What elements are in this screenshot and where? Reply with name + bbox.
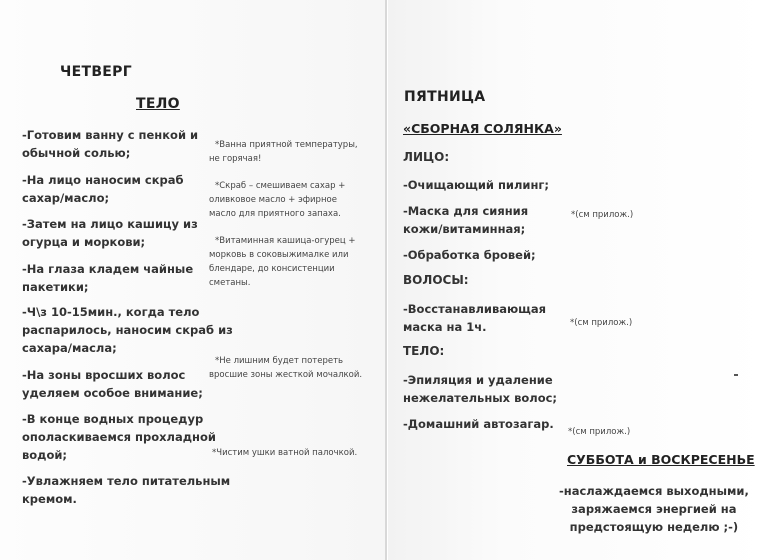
- friday-title: ПЯТНИЦА: [404, 89, 486, 105]
- step-tea-bags: -На глаза кладем чайные пакетики;: [22, 262, 194, 294]
- step-rinse: -В конце водных процедур ополаскиваемся прохладной водой;: [22, 412, 216, 462]
- step-face-mask: -Затем на лицо кашицу из огурца и моркови;: [22, 217, 198, 249]
- note-ears: *Чистим ушки ватной палочкой.: [212, 448, 358, 458]
- step-glow-mask: -Маска для сияния кожи/витаминная;: [403, 204, 529, 236]
- page-fold: [385, 0, 387, 560]
- thursday-title: ЧЕТВЕРГ: [60, 64, 132, 80]
- step-epilation: -Эпиляция и удаление нежелательных волос;: [403, 373, 558, 405]
- weekend-title: СУББОТА и ВОСКРЕСЕНЬЕ: [567, 452, 755, 467]
- step-brows: -Обработка бровей;: [403, 248, 536, 262]
- face-label: ЛИЦО:: [403, 150, 450, 164]
- weekend-text: -наслаждаемся выходными, заряжаемся энергией на предстоящую неделю ;-): [559, 484, 749, 534]
- step-ingrown-hair: -На зоны вросших волос уделяем особое внимание;: [22, 368, 203, 400]
- step-body-scrub: -Ч\з 10-15мин., когда тело распарилось, наносим скраб из сахара/масла;: [22, 305, 233, 355]
- appendix-note-hair: *(см прилож.): [570, 318, 633, 328]
- scan-speck: [734, 374, 738, 376]
- note-scrub: *Скраб – смешиваем сахар + оливковое масло + эфирное масло для приятного запаха.: [209, 181, 346, 219]
- body-label: ТЕЛО:: [403, 344, 445, 358]
- step-peeling: -Очищающий пилинг;: [403, 178, 550, 192]
- step-hair-mask: -Восстанавливающая маска на 1ч.: [403, 302, 547, 334]
- body-section-title: ТЕЛО: [136, 96, 180, 112]
- appendix-note-tan: *(см прилож.): [568, 427, 631, 437]
- step-face-scrub: -На лицо наносим скраб сахар/масло;: [22, 173, 184, 205]
- note-vitamin-paste: *Витаминная кашица-огурец + морковь в соковыжималке или блендаре, до консистенции сметаны.: [209, 236, 356, 288]
- step-moisturize: -Увлажняем тело питательным кремом.: [22, 474, 231, 506]
- hair-label: ВОЛОСЫ:: [403, 273, 469, 287]
- step-bath: -Готовим ванну с пенкой и обычной солью;: [22, 128, 199, 160]
- program-title: «СБОРНАЯ СОЛЯНКА»: [403, 121, 562, 136]
- step-self-tan: -Домашний автозагар.: [403, 417, 554, 431]
- note-bath: *Ванна приятной температуры, не горячая!: [209, 140, 358, 164]
- appendix-note-mask: *(см прилож.): [571, 210, 634, 220]
- note-ingrown: *Не лишним будет потереть вросшие зоны жесткой мочалкой.: [209, 356, 363, 380]
